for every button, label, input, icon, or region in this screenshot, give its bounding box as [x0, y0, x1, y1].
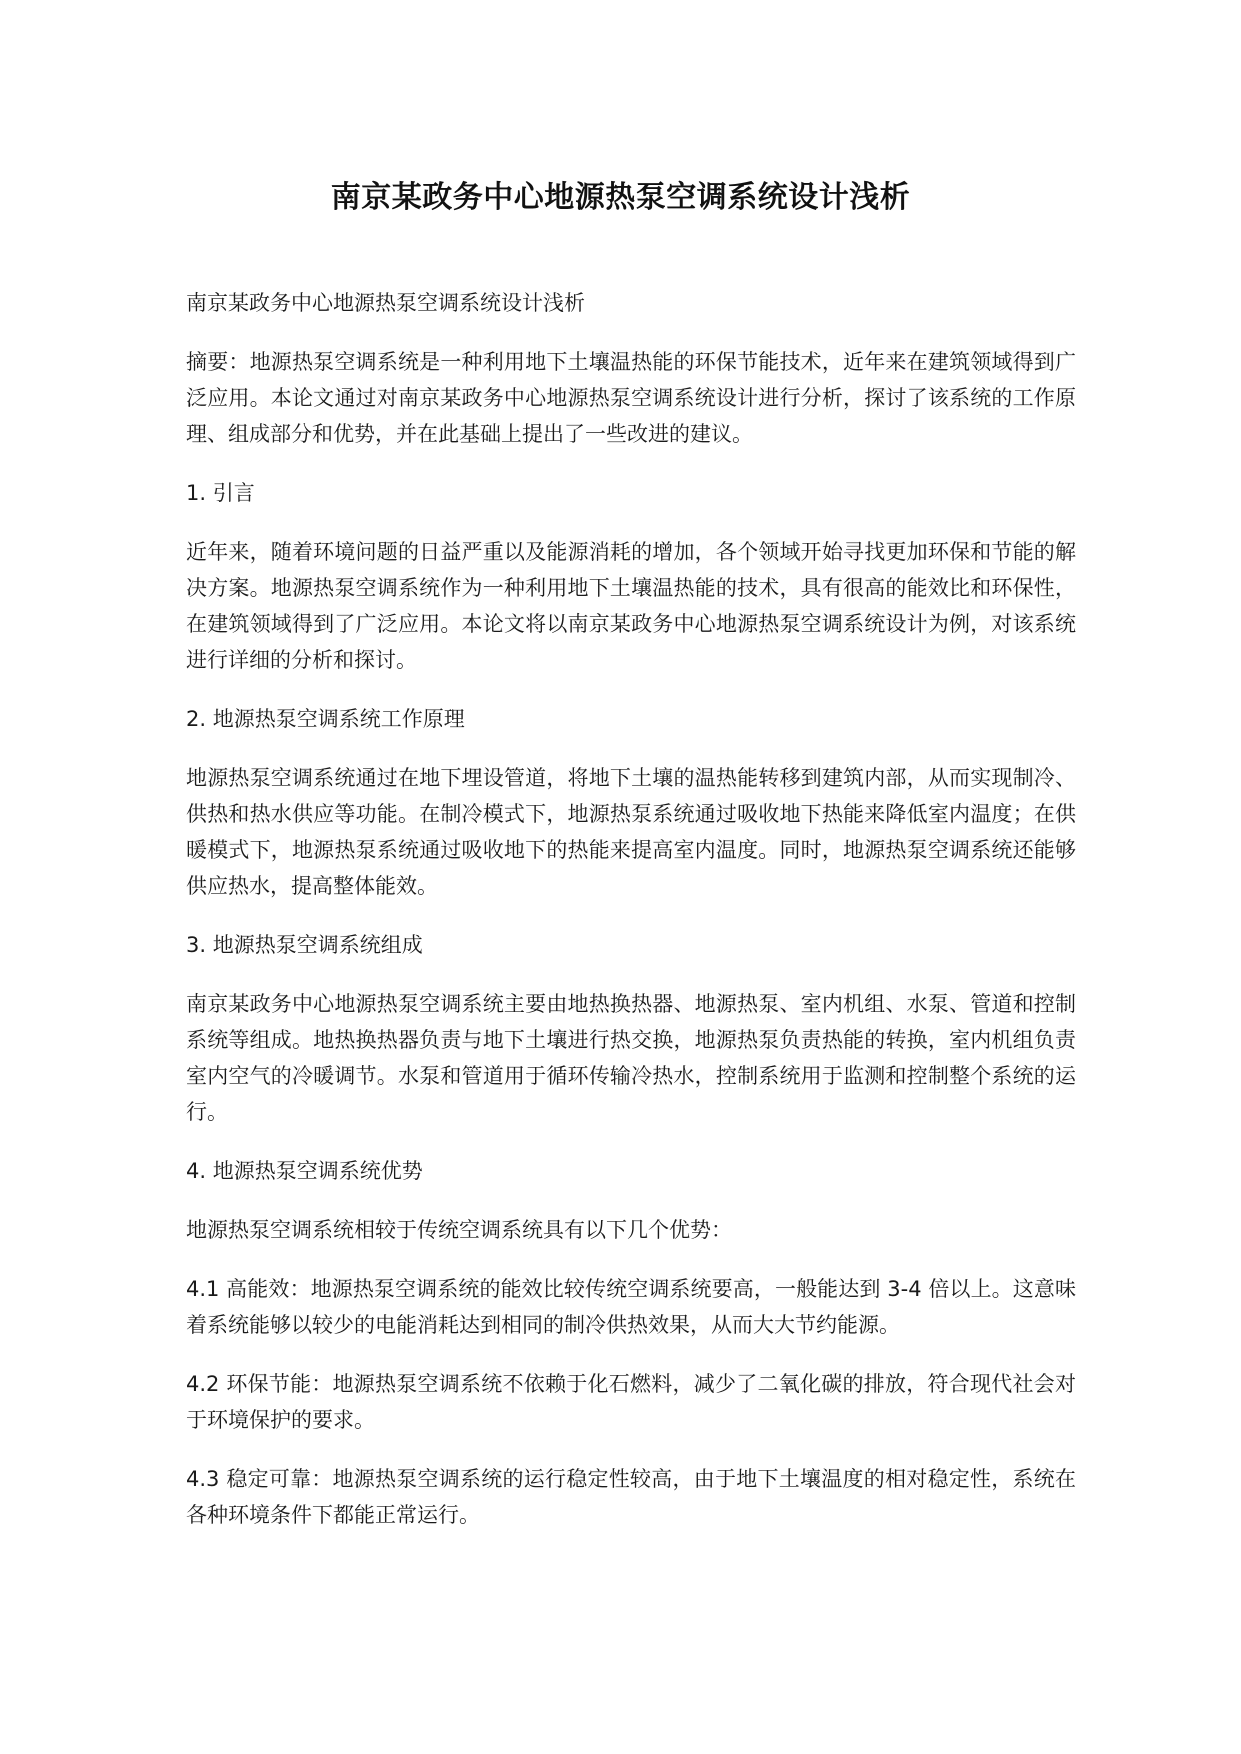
abstract-paragraph: 摘要：地源热泵空调系统是一种利用地下土壤温热能的环保节能技术，近年来在建筑领域得到广泛应用。本论文通过对南京某政务中心地源热泵空调系统设计进行分析，探讨了该系统的工作原理、组成部分和优势，并在此基础上提出了一些改进的建议。 — [186, 350, 1076, 446]
section-paragraph: 近年来，随着环境问题的日益严重以及能源消耗的增加，各个领域开始寻找更加环保和节能的解决方案。地源热泵空调系统作为一种利用地下土壤温热能的技术，具有很高的能效比和环保性，在建筑领域得到了广泛应用。本论文将以南京某政务中心地源热泵空调系统设计为例，对该系统进行详细的分析和探讨。 — [186, 540, 1076, 672]
advantage-high-efficiency: 4.1 高能效：地源热泵空调系统的能效比较传统空调系统要高，一般能达到 3-4 倍以上。这意味着系统能够以较少的电能消耗达到相同的制冷供热效果，从而大大节约能源。 — [186, 1277, 1076, 1337]
advantage-stability: 4.3 稳定可靠：地源热泵空调系统的运行稳定性较高，由于地下土壤温度的相对稳定性，系统在各种环境条件下都能正常运行。 — [186, 1467, 1076, 1527]
section-paragraph: 南京某政务中心地源热泵空调系统主要由地热换热器、地源热泵、室内机组、水泵、管道和控制系统等组成。地热换热器负责与地下土壤进行热交换，地源热泵负责热能的转换，室内机组负责室内空气的冷暖调节。水泵和管道用于循环传输冷热水，控制系统用于监测和控制整个系统的运行。 — [186, 992, 1076, 1124]
document-title: 南京某政务中心地源热泵空调系统设计浅析 — [330, 180, 911, 215]
section-heading-composition: 3. 地源热泵空调系统组成 — [186, 933, 423, 957]
section-heading-advantages: 4. 地源热泵空调系统优势 — [186, 1159, 423, 1183]
section-heading-working-principle: 2. 地源热泵空调系统工作原理 — [186, 707, 465, 731]
document-body — [186, 285, 1076, 1556]
advantage-eco-friendly: 4.2 环保节能：地源热泵空调系统不依赖于化石燃料，减少了二氧化碳的排放，符合现代社会对于环境保护的要求。 — [186, 1372, 1076, 1432]
section-paragraph: 地源热泵空调系统相较于传统空调系统具有以下几个优势： — [186, 1218, 732, 1242]
section-heading-introduction: 1. 引言 — [186, 481, 255, 505]
section-paragraph: 地源热泵空调系统通过在地下埋设管道，将地下土壤的温热能转移到建筑内部，从而实现制冷、供热和热水供应等功能。在制冷模式下，地源热泵系统通过吸收地下热能来降低室内温度；在供暖模式下，地源热泵系统通过吸收地下的热能来提高室内温度。同时，地源热泵空调系统还能够供应热水，提高整体能效。 — [186, 766, 1076, 898]
subtitle: 南京某政务中心地源热泵空调系统设计浅析 — [186, 291, 585, 315]
